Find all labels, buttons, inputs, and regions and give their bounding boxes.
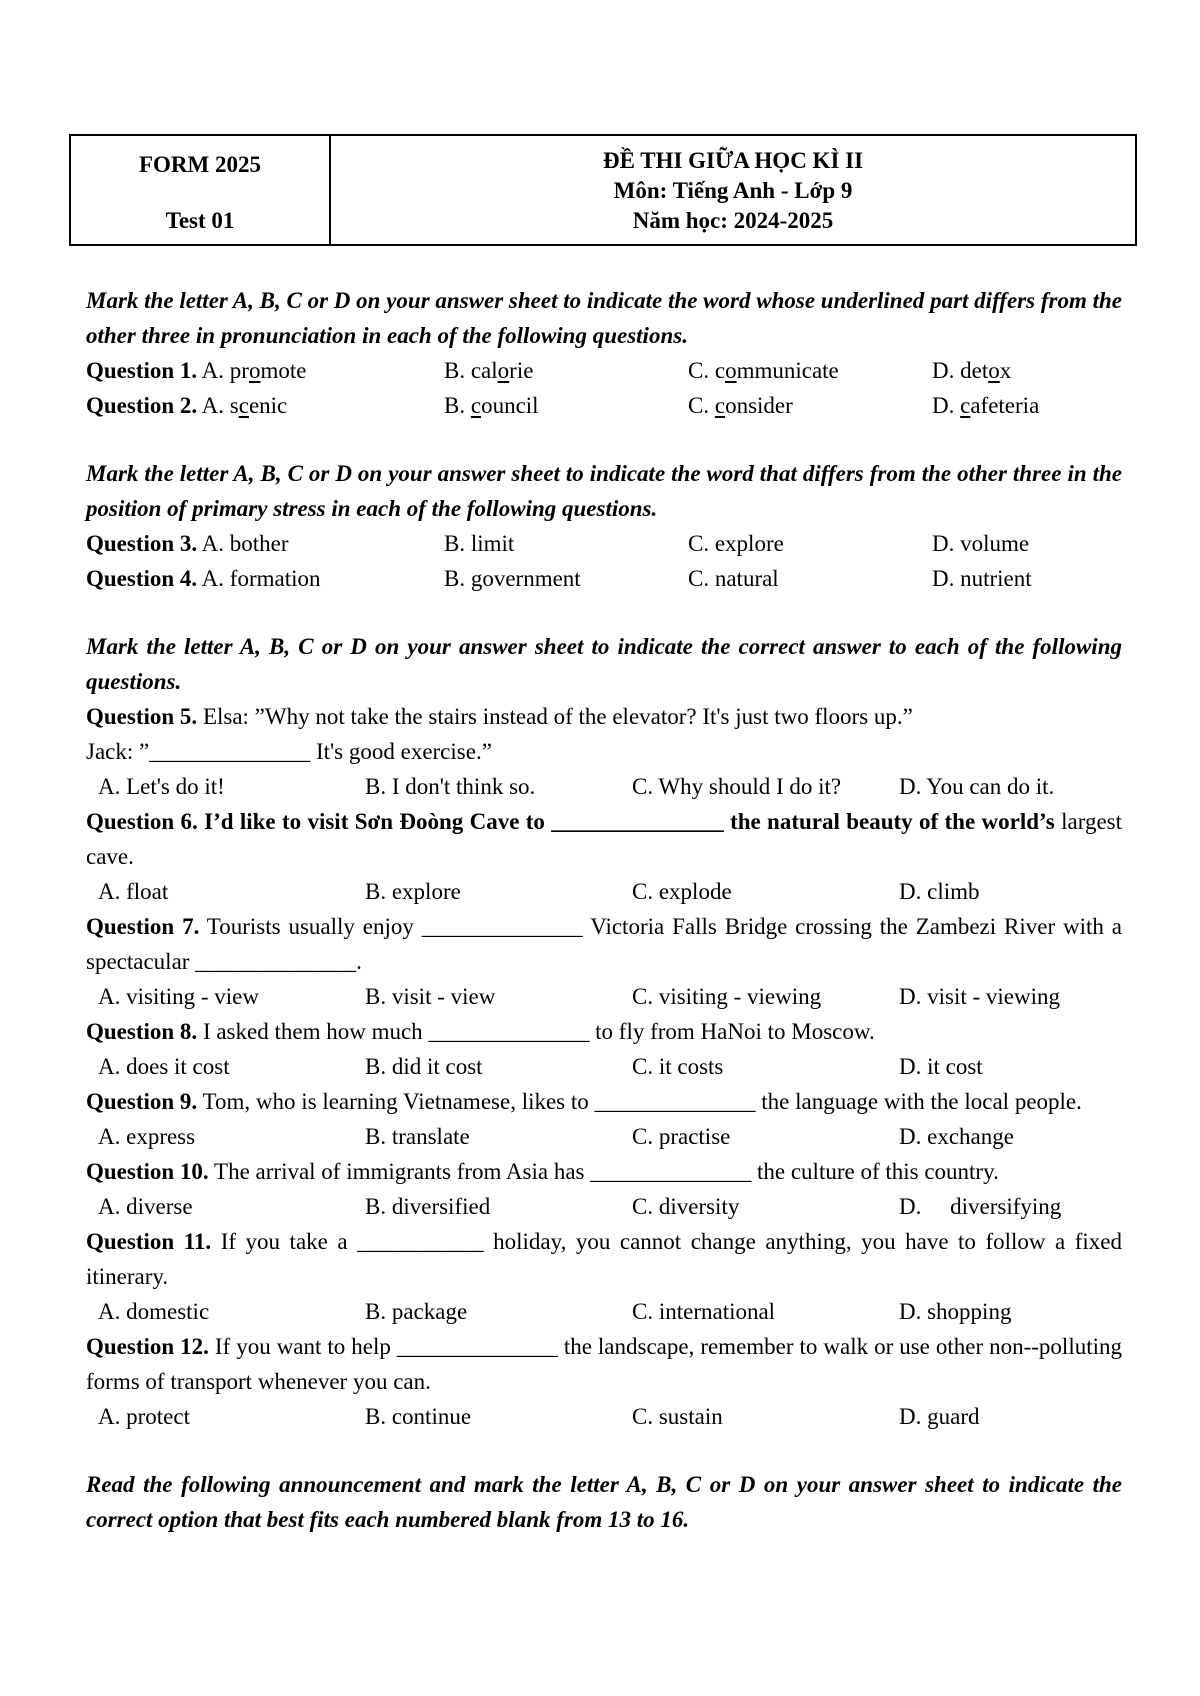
question-text: Elsa: ”Why not take the stairs instead of the elevator? It's just two floors up.” [202,704,913,729]
question-label: Question 3. [86,531,198,556]
option-b: B. continue [365,1404,472,1429]
question-label: Question 1. [86,358,198,383]
option-b: B. visit - view [365,984,496,1009]
option-a-rest: mote [260,358,307,383]
question-text: Tom, who is learning Vietnamese, likes to ______________ the language with the local people. [202,1089,1082,1114]
option-c-rest: mmunicate [736,358,839,383]
option-d: D. guard [899,1404,980,1429]
question-label: Question 12. [86,1334,209,1359]
multiple-choice-instruction: Mark the letter A, B, C or D on your answer sheet to indicate the correct answer to each of the following questions. [86,634,1122,694]
option-a: A. Let's do it! [98,774,225,799]
option-b-rest: rie [509,358,534,383]
option-c: C. [688,393,715,418]
underlined-letter: o [725,358,737,383]
option-c: C. international [632,1299,776,1324]
question-5-options [86,769,1122,804]
question-9 [86,1084,1122,1119]
option-b: B. [444,393,471,418]
underlined-letter: c [714,393,726,418]
underlined-letter: c [960,393,971,418]
option-a-rest: enic [248,393,288,418]
question-9-options [86,1119,1122,1154]
question-text: If you want to help ______________ the landscape, remember to walk or use other non--polluting forms of transport whenever you can. [86,1334,1122,1394]
option-a: A. formation [201,566,321,591]
underlined-letter: c [238,393,249,418]
option-d: D. det [932,358,989,383]
option-a: A. visiting - view [98,984,259,1009]
question-10-options [86,1189,1122,1224]
exam-subject: Môn: Tiếng Anh - Lớp 9 [613,178,853,203]
pronunciation-instruction: Mark the letter A, B, C or D on your answer sheet to indicate the word whose underlined part differs from the other three in pronunciation in each of the following questions. [86,288,1122,348]
option-b: B. did it cost [365,1054,483,1079]
question-text: The arrival of immigrants from Asia has ______________ the culture of this country. [214,1159,999,1184]
option-a: A. does it cost [98,1054,230,1079]
option-c: C. practise [632,1124,731,1149]
question-4 [86,561,1122,596]
option-c: C. it costs [632,1054,724,1079]
header-right-cell [331,136,1135,244]
option-b: B. translate [365,1124,470,1149]
option-a: A. protect [98,1404,190,1429]
underlined-letter: c [470,393,482,418]
question-11 [86,1224,1122,1294]
question-8-options [86,1049,1122,1084]
question-7-options [86,979,1122,1014]
header-left-cell [71,136,331,244]
option-a: A. s [201,393,239,418]
option-d: D. visit - viewing [899,984,1060,1009]
question-label: Question 9. [86,1089,198,1114]
option-b: B. explore [365,879,461,904]
option-d: D. [932,393,961,418]
option-c: C. Why should I do it? [632,774,842,799]
reading-instruction: Read the following announcement and mark the letter A, B, C or D on your answer sheet to indicate the correct option that best fits each numbered blank from 13 to 16. [86,1472,1122,1532]
exam-title: ĐỀ THI GIỮA HỌC KÌ II [602,148,864,173]
option-a: A. domestic [98,1299,210,1324]
option-d: D. shopping [899,1299,1012,1324]
question-1 [86,353,1122,388]
option-a: A. diverse [98,1194,193,1219]
exam-year: Năm học: 2024-2025 [632,208,834,233]
question-7 [86,909,1122,979]
option-b: B. cal [444,358,498,383]
question-label: Question 8. [86,1019,198,1044]
question-label: Question 11. [86,1229,212,1254]
option-d: D. nutrient [932,566,1032,591]
option-a: A. bother [201,531,289,556]
question-text: Tourists usually enjoy ______________ Victoria Falls Bridge crossing the Zambezi River with a spectacular ______________. [86,914,1122,974]
underlined-letter: o [497,358,510,383]
question-8 [86,1014,1122,1049]
question-text: If you take a ___________ holiday, you cannot change anything, you have to follow a fixed itinerary. [86,1229,1122,1289]
option-b: B. diversified [365,1194,491,1219]
question-label: Question 7. [86,914,200,939]
option-d: D. climb [899,879,980,904]
stress-instruction: Mark the letter A, B, C or D on your answer sheet to indicate the word that differs from the other three in the position of primary stress in each of the following questions. [86,461,1122,521]
question-12 [86,1329,1122,1399]
option-a: A. express [98,1124,196,1149]
question-6-options [86,874,1122,909]
question-2 [86,388,1122,423]
option-c: C. explode [632,879,732,904]
question-11-options [86,1294,1122,1329]
question-5 [86,699,1122,734]
underlined-letter: o [248,358,261,383]
option-c: C. visiting - viewing [632,984,822,1009]
option-b: B. package [365,1299,468,1324]
question-12-options [86,1399,1122,1434]
option-b-rest: ouncil [481,393,539,418]
question-3 [86,526,1122,561]
exam-header [69,134,1137,246]
question-5-reply: Jack: ”______________ It's good exercise.” [86,739,492,764]
underlined-letter: o [988,358,1000,383]
option-a: A. float [98,879,169,904]
option-c: C. diversity [632,1194,740,1219]
option-d: D. exchange [899,1124,1014,1149]
question-text: I’d like to visit Sơn Đoòng Cave to _______________ the natural beauty of the world’s [204,809,1055,834]
option-c: C. explore [688,531,784,556]
question-label: Question 10. [86,1159,209,1184]
question-10 [86,1154,1122,1189]
option-d-rest: afeteria [970,393,1040,418]
question-text: I asked them how much ______________ to fly from HaNoi to Moscow. [202,1019,875,1044]
option-c: C. sustain [632,1404,723,1429]
option-c-rest: onsider [725,393,793,418]
option-c: C. c [688,358,726,383]
test-label: Test 01 [165,208,235,233]
question-label: Question 4. [86,566,198,591]
option-d: D. it cost [899,1054,983,1079]
question-6 [86,804,1122,874]
option-a: A. pr [201,358,249,383]
question-label: Question 6. [86,809,198,834]
option-d: D. You can do it. [899,774,1055,799]
question-text-end: largest cave. [86,809,1123,869]
option-d-rest: x [999,358,1012,383]
option-b: B. limit [444,531,515,556]
form-label: FORM 2025 [138,152,261,177]
option-c: C. natural [688,566,779,591]
option-d: D. diversifying [899,1194,1062,1219]
question-label: Question 2. [86,393,198,418]
exam-content [86,283,1122,1537]
option-b: B. I don't think so. [365,774,536,799]
option-b: B. government [444,566,581,591]
question-label: Question 5. [86,704,198,729]
option-d: D. volume [932,531,1030,556]
